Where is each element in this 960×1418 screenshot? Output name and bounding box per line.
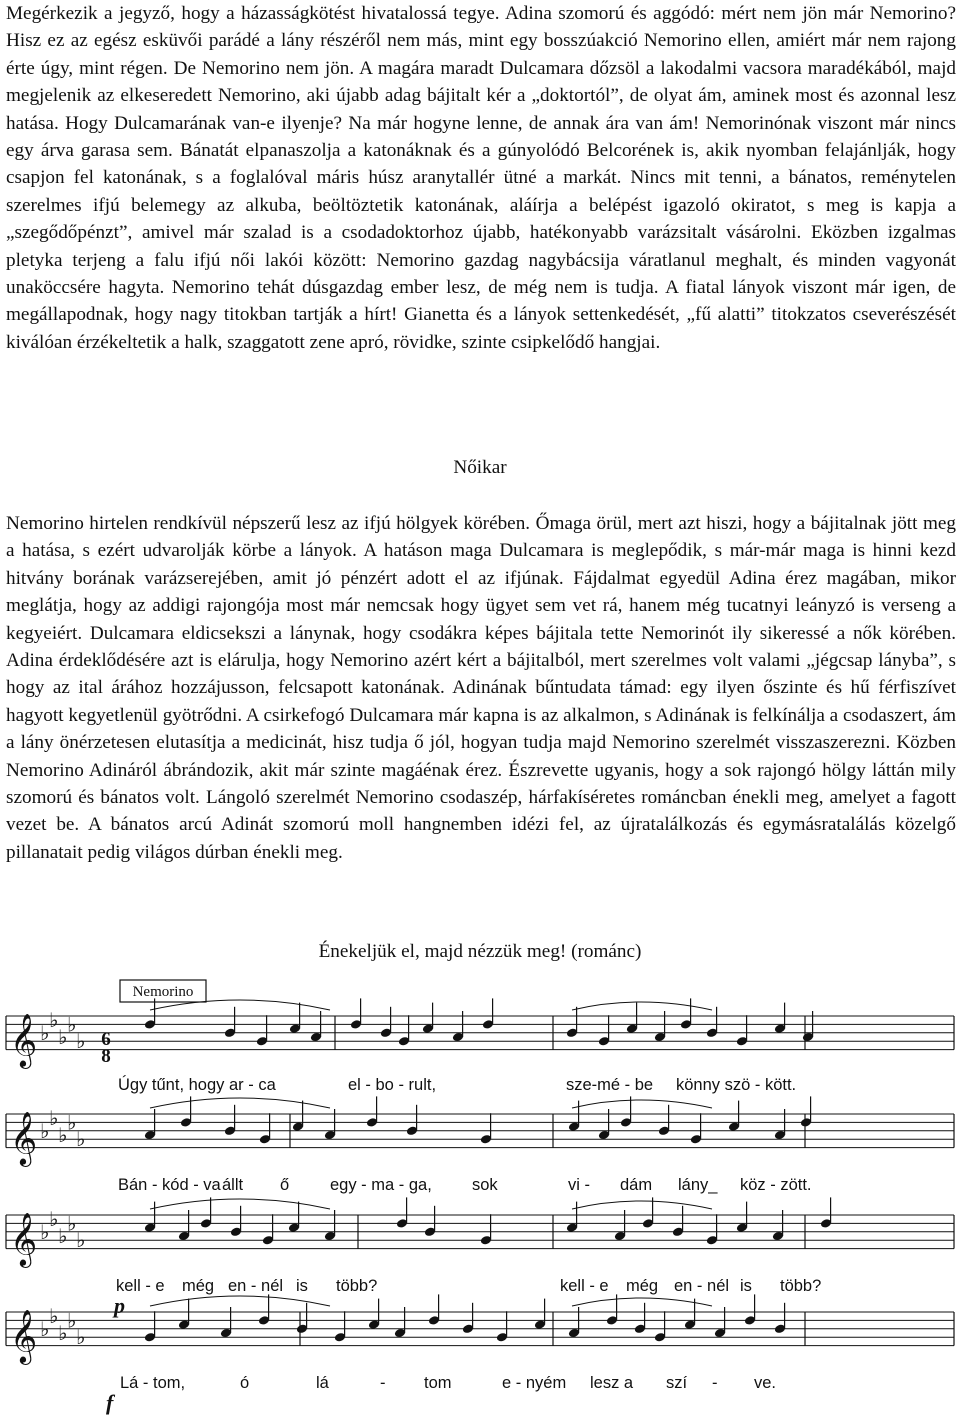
lyric-2-2: állt xyxy=(222,1176,244,1194)
lyric-4-3: lá xyxy=(316,1374,329,1392)
paragraph-2: Nemorino hirtelen rendkívül népszerű lesz az ifjú hölgyek körében. Őmaga örül, mert azt hiszi, hogy a bájitalnak jött meg a hatása, s ezért udvarolják körbe a lányok. A hatáson maga Dulcamara is meglepődik, s már-már maga is hinni kezd hitvány borának varázserejében, amit jó pénzért adott el az ifjúnak. Fájdalmat egyedül Adina érez magában, mikor meglátja, hogy az addigi rajongója most már nemcsak hogy ügyet sem vet rá, hanem még tucatnyi leányzó is verseng a kegyeiért. Dulcamara eldicsekszi a lánynak, hogy csodákra képes bájitala tette Nemorinót ily sikeressé a nők körében. Adina érdeklődésére azt is elárulja, hogy Nemorino azért kért a bájitalból, mert szerelmes volt valami „jégcsap lányba”, s hogy az ital árához hozzájusson, felcsapott katonának. Adinának bűntudata támad: egy ilyen őszinte és hű férfiszívet hagyott kegyetlenül gyötrődni. A csirkefogó Dulcamara már kapna is az alkalmon, s Adinának is felkínálja a csodaszert, ám a lány önérzetesen elutasítja a medicinát, hisz tudja ő jól, hogyan tudja majd Nemorino szerelmét visszaszerezni. Közben Nemorino Adináról ábrándozik, akit már szinte magáénak érez. Észrevette ugyanis, hogy a sok rajongó hölgy láttán mily szomorú és bánatos volt. Lángoló szerelmét Nemorino csodaszép, hárfakíséretes románcban énekli meg, amelyet a fagott vezet be. A bánatos arcú Adinát szomorú moll hangnemben idézi fel, az újratalálkozás és egymásratalálás közelgő pillanatait pedig világos dúrban énekli meg. xyxy=(6,513,956,863)
flat-icon: ♭ xyxy=(49,1306,59,1329)
lyric-1-2: el - bo - rult, xyxy=(348,1076,437,1094)
lyric-4-4: - xyxy=(380,1374,386,1392)
dynamic-p: p xyxy=(114,1293,125,1318)
lyric-4-10: ve. xyxy=(754,1374,777,1392)
flat-icon: ♭ xyxy=(40,1318,50,1341)
lyric-4-8: szí xyxy=(666,1374,688,1392)
flat-icon: ♭ xyxy=(58,1027,68,1049)
lyric-3-3: en - nél xyxy=(228,1277,284,1295)
lyric-2-7: dám xyxy=(620,1176,653,1194)
lyric-4-5: tom xyxy=(424,1374,452,1392)
slur xyxy=(572,1201,712,1209)
flat-icon: ♭ xyxy=(58,1323,68,1345)
treble-clef-icon: 𝄞 xyxy=(10,1013,38,1066)
lyric-3-8: en - nél xyxy=(674,1277,730,1295)
flat-icon: ♭ xyxy=(76,1129,86,1152)
time-signature-bottom: 8 xyxy=(101,1046,111,1067)
lyric-2-1: Bán - kód - va xyxy=(118,1176,221,1194)
flat-icon: ♭ xyxy=(67,1014,77,1037)
music-score xyxy=(0,978,960,1418)
lyric-2-3: ő xyxy=(280,1176,290,1194)
flat-icon: ♭ xyxy=(40,1022,50,1045)
slur xyxy=(572,1298,712,1306)
treble-clef-icon: 𝄞 xyxy=(10,1111,38,1164)
flat-icon: ♭ xyxy=(67,1112,77,1135)
lyric-3-5: több? xyxy=(336,1277,378,1295)
lyric-2-9: köz - zött. xyxy=(740,1176,812,1194)
lyric-4-7: lesz a xyxy=(590,1374,634,1392)
flat-icon: ♭ xyxy=(76,1230,86,1253)
flat-icon: ♭ xyxy=(49,1010,59,1033)
lyric-4-9: - xyxy=(712,1374,718,1392)
lyric-4-2: ó xyxy=(240,1374,250,1392)
section-heading-noikar: Nőikar xyxy=(453,457,507,478)
treble-clef-icon: 𝄞 xyxy=(10,1309,38,1362)
slur xyxy=(572,1100,712,1108)
treble-clef-icon: 𝄞 xyxy=(10,1212,38,1265)
lyric-3-10: több? xyxy=(780,1277,822,1295)
lyric-3-1: kell - e xyxy=(116,1277,165,1295)
flat-icon: ♭ xyxy=(76,1327,86,1350)
flat-icon: ♭ xyxy=(49,1108,59,1131)
lyric-4-1: Lá - tom, xyxy=(120,1374,186,1392)
flat-icon: ♭ xyxy=(40,1221,50,1244)
flat-icon: ♭ xyxy=(58,1125,68,1147)
lyric-2-8: lány_ xyxy=(678,1176,718,1194)
slur xyxy=(150,1296,330,1306)
lyric-4-6: e - nyém xyxy=(502,1374,567,1392)
lyric-1-1: Úgy tűnt, hogy ar - ca xyxy=(118,1076,276,1094)
lyric-1-4: könny szö - kött. xyxy=(676,1076,797,1094)
lyric-3-2: még xyxy=(182,1277,215,1295)
flat-icon: ♭ xyxy=(58,1226,68,1248)
lyric-2-4: egy - ma - ga, xyxy=(330,1176,432,1194)
lyric-2-6: vi - xyxy=(568,1176,590,1194)
lyric-2-5: sok xyxy=(472,1176,498,1194)
section-heading-romanc: Énekeljük el, majd nézzük meg! (románc) xyxy=(318,941,642,962)
paragraph-1: Megérkezik a jegyző, hogy a házasságkötést hivatalossá tegye. Adina szomorú és aggódó: mért nem jön már Nemorino? Hisz ez az egész esküvői parádé a lány részéről nem más, mint egy bosszúakció Nemorino ellen, amiért már nem rajong érte úgy, mint régen. De Nemorino nem jön. A magára maradt Dulcamara dőzsöl a lakodalmi vacsora maradékából, majd megjelenik az elkeseredett Nemorino, aki újabb adag bájitalt kér a „doktortól”, de olyat ám, aminek most és azonnal lesz hatása. Hogy Dulcamarának van-e ilyenje? Na már hogyne lenne, de annak ára van ám! Nemorinónak viszont már nincs egy árva garasa sem. Bánatát elpanaszolja a katonáknak és a gúnyolódó Belcorének is, akik nyomban felajánlják, hogy csapjon fel katonának, s a foglalóval máris húsz aranytallér ütné a markát. Nincs mit tenni, a bánatos, reménytelen szerelmes ifjú belemegy az alkuba, beöltöztetik katonának, aláírja a belépést igazoló okiratot, s meg is kapja a „szegődőpénzt”, amivel már szalad is a csodadoktorhoz újabb, hatékonyabb varázsitalt vásárolni. Eközben izgalmas pletyka terjeng a falu ifjú női lakói között: Nemorino gazdag nagybácsija váratlanul meghalt, és minden vagyonát unaköccsére hagyta. Nemorino tehát dúsgazdag ember lesz, de még nem is tudja. A fiatal lányok viszont már igen, de megállapodnak, hogy nagy titokban tartják a hírt! Gianetta és a lányok settenkedését, „fű alatti” titokzatos cseverészését kiválóan érzékeltetik a halk, szaggatott zene apró, rövidke, szinte csipkelődő hangjai. xyxy=(6,3,956,353)
time-signature-top: 6 xyxy=(101,1029,111,1050)
lyric-3-9: is xyxy=(740,1277,752,1295)
dynamic-f: f xyxy=(106,1390,114,1415)
lyric-3-6: kell - e xyxy=(560,1277,609,1295)
flat-icon: ♭ xyxy=(67,1310,77,1333)
flat-icon: ♭ xyxy=(67,1213,77,1236)
flat-icon: ♭ xyxy=(49,1209,59,1232)
lyric-3-4: is xyxy=(296,1277,308,1295)
role-label: Nemorino xyxy=(132,984,194,1000)
flat-icon: ♭ xyxy=(76,1031,86,1054)
lyric-3-7: még xyxy=(626,1277,659,1295)
lyric-1-3: sze-mé - be xyxy=(566,1076,654,1094)
flat-icon: ♭ xyxy=(40,1120,50,1143)
